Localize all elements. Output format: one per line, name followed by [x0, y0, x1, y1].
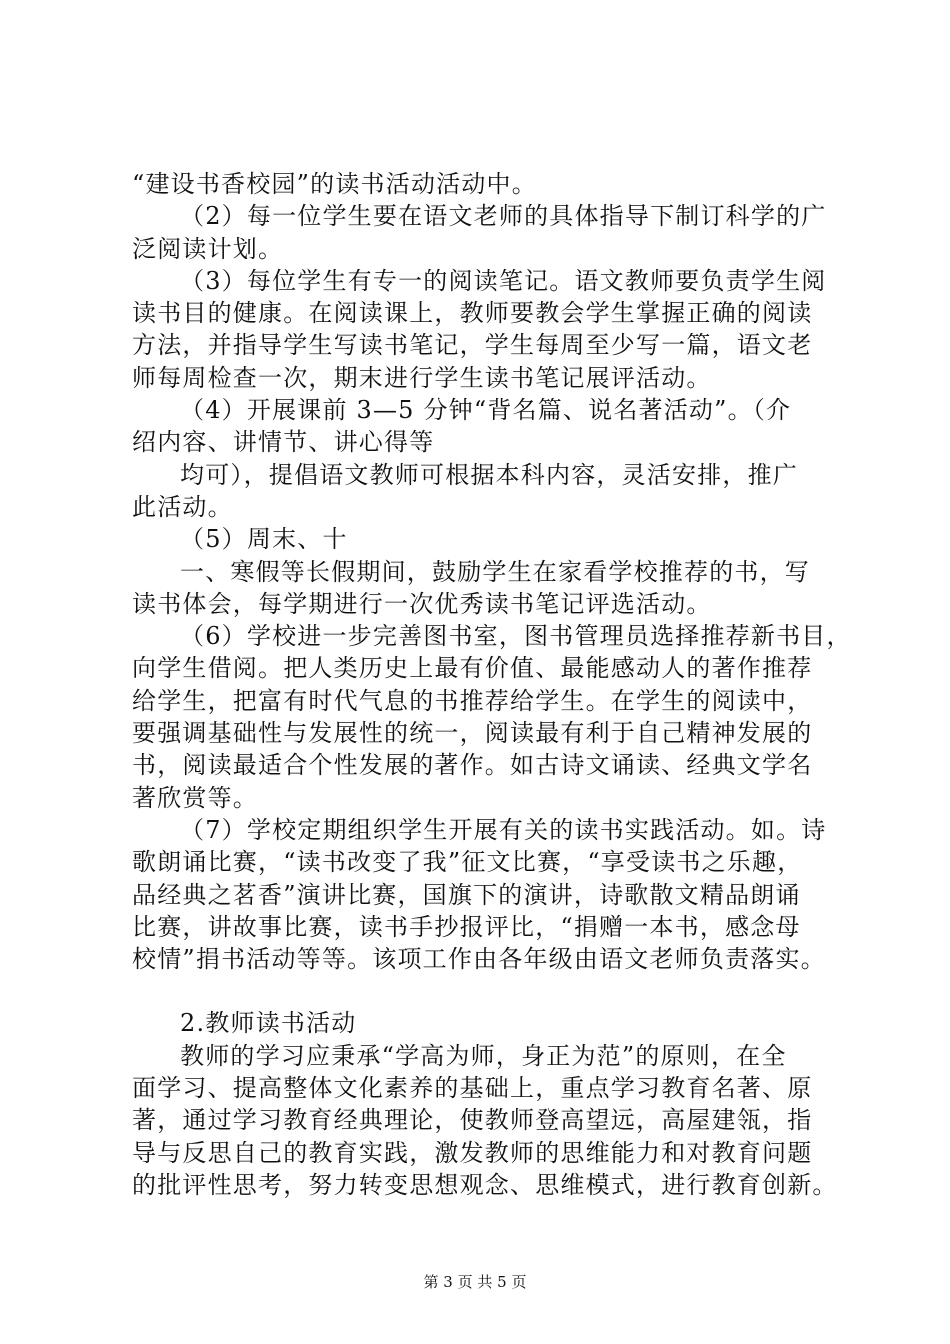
text-line: （3）每位学生有专一的阅读笔记。语文教师要负责学生阅 [180, 266, 827, 295]
text-line: 书，阅读最适合个性发展的著作。如古诗文诵读、经典文学名 [132, 751, 813, 780]
text-line: 的批评性思考，努力转变思想观念、思维模式，进行教育创新。 [132, 1170, 838, 1199]
text-line: 教师的学习应秉承“学高为师，身正为范”的原则，在全 [180, 1041, 787, 1070]
text-line: （2）每一位学生要在语文老师的具体指导下制订科学的广 [180, 202, 827, 231]
text-line: 著，通过学习教育经典理论，使教师登高望远，高屋建瓴，指 [132, 1106, 813, 1135]
text-line: 绍内容、讲情节、讲心得等 [132, 428, 435, 457]
text-line: 著欣赏等。 [132, 783, 258, 812]
text-line: （5）周末、十 [180, 525, 348, 554]
text-line: 此活动。 [132, 492, 233, 521]
page-footer: 第 3 页 共 5 页 [423, 1273, 527, 1291]
text-line: 比赛，讲故事比赛，读书手抄报评比，“捐赠一本书，感念母 [132, 912, 801, 941]
text-line: 泛阅读计划。 [132, 234, 284, 263]
text-line: 方法，并指导学生写读书笔记，学生每周至少写一篇，语文老 [132, 331, 813, 360]
text-line: 读书目的健康。在阅读课上，教师要教会学生掌握正确的阅读 [132, 299, 813, 328]
text-line: 2.教师读书活动 [180, 1009, 357, 1038]
text-line: 导与反思自己的教育实践，激发教师的思维能力和对教育问题 [132, 1138, 813, 1167]
text-line: 校情”捐书活动等等。该项工作由各年级由语文老师负责落实。 [132, 945, 826, 974]
text-line: （7）学校定期组织学生开展有关的读书实践活动。如。诗 [180, 815, 827, 844]
text-line: （6）学校进一步完善图书室，图书管理员选择推荐新书目， [180, 622, 852, 651]
text-line: 一、寒假等长假期间，鼓励学生在家看学校推荐的书，写 [180, 557, 810, 586]
text-line: 向学生借阅。把人类历史上最有价值、最能感动人的著作推荐 [132, 654, 813, 683]
text-line: 师每周检查一次，期末进行学生读书笔记展评活动。 [132, 363, 712, 392]
text-line: “建设书香校园”的读书活动活动中。 [132, 170, 537, 198]
blank-line [132, 975, 822, 1007]
text-line: 歌朗诵比赛，“读书改变了我”征文比赛，“享受读书之乐趣， [132, 848, 803, 877]
text-line: 均可），提倡语文教师可根据本科内容，灵活安排，推广 [180, 460, 798, 489]
text-line: 面学习、提高整体文化素养的基础上，重点学习教育名著、原 [132, 1074, 813, 1103]
text-line: 品经典之茗香”演讲比赛，国旗下的演讲，诗歌散文精品朗诵 [132, 880, 801, 909]
text-line: 要强调基础性与发展性的统一，阅读最有利于自己精神发展的 [132, 719, 813, 748]
text-line: （4）开展课前 3—5 分钟“背名篇、说名著活动”。（介 [180, 396, 792, 425]
document-body [132, 168, 852, 1201]
text-line: 读书体会，每学期进行一次优秀读书笔记评选活动。 [132, 589, 712, 618]
text-line: 给学生，把富有时代气息的书推荐给学生。在学生的阅读中， [132, 686, 813, 715]
